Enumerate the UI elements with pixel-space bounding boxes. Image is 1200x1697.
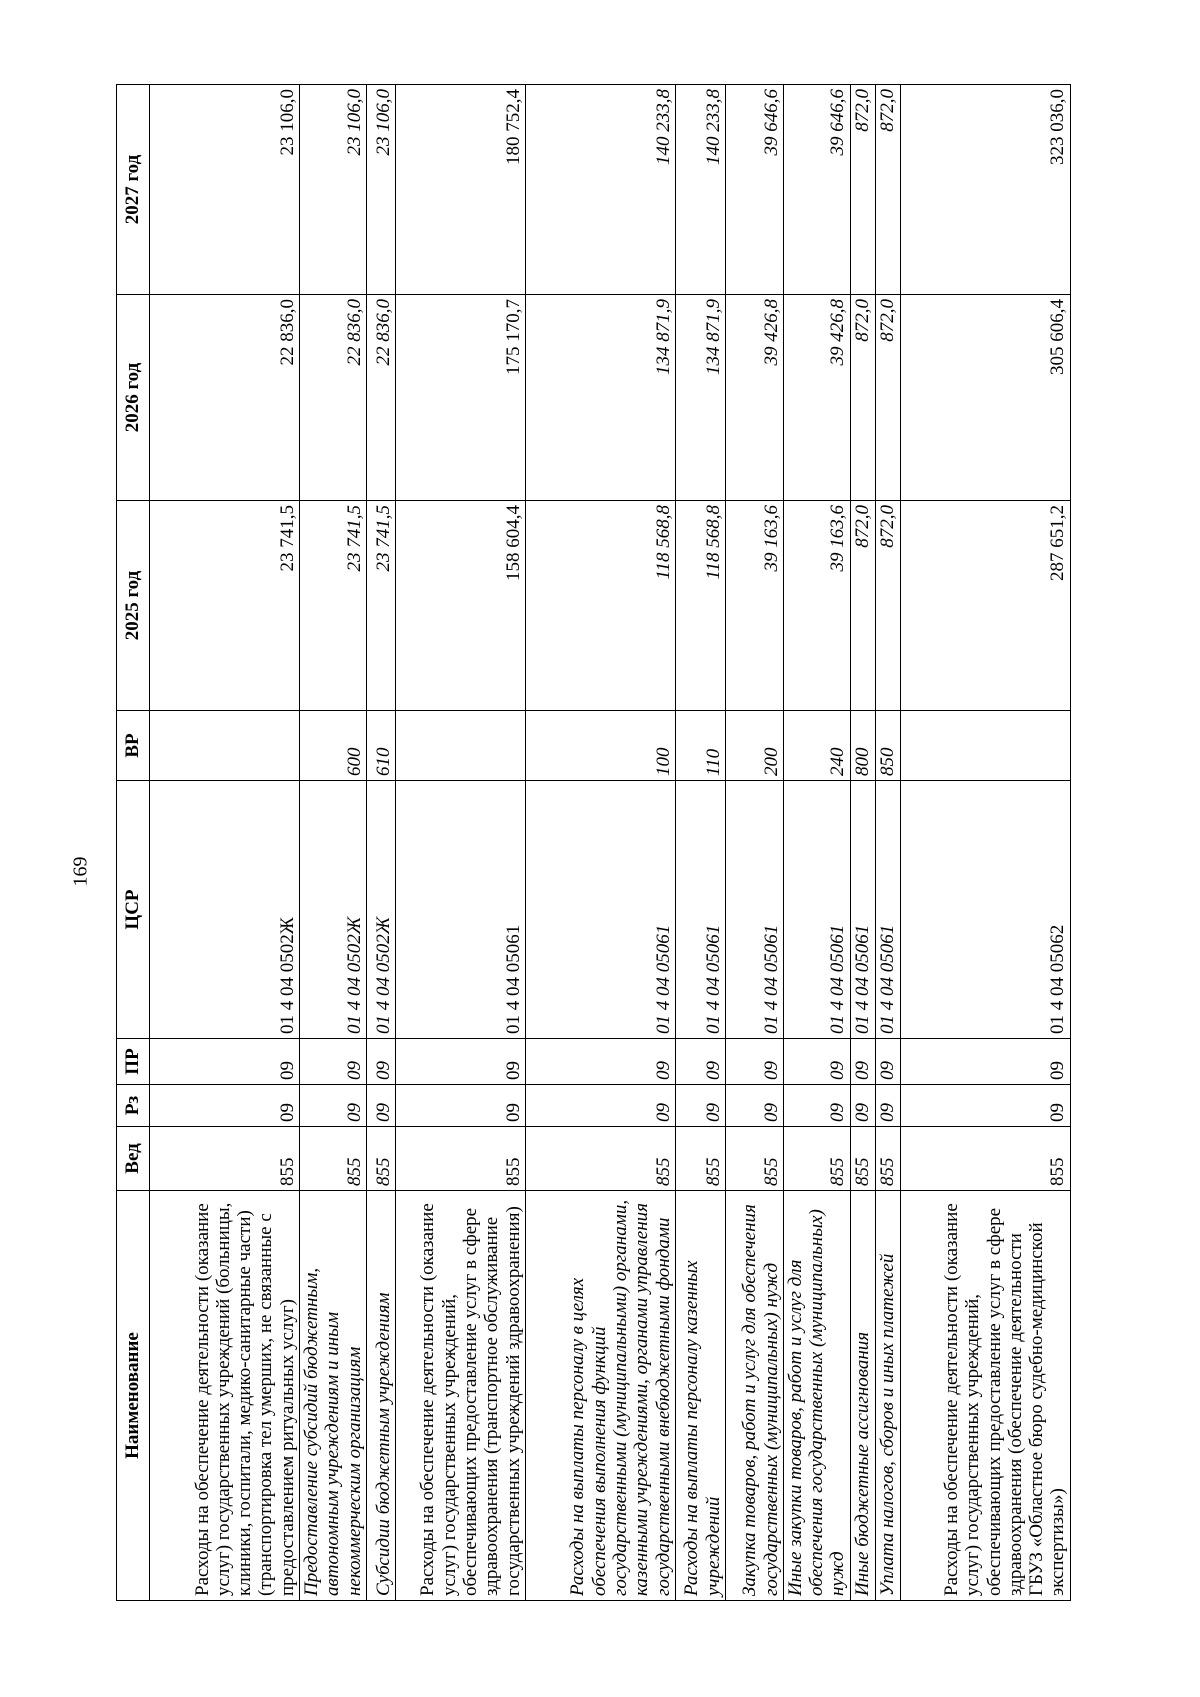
table-row: [850, 85, 875, 1601]
cell-vr: 850: [875, 711, 900, 781]
cell-2027: 140 233,8: [675, 85, 725, 295]
cell-ved: 855: [850, 1127, 875, 1191]
table-row: [900, 85, 1070, 1601]
cell-ved: 855: [900, 1127, 1070, 1191]
cell-pr: 09: [725, 1039, 783, 1085]
cell-rz: 09: [900, 1085, 1070, 1127]
cell-pr: 09: [850, 1039, 875, 1085]
cell-2026: 134 871,9: [675, 295, 725, 501]
header-rz: Рз: [117, 1085, 150, 1127]
cell-name: Иные бюджетные ассигнования: [850, 1191, 875, 1601]
table-row: [875, 85, 900, 1601]
cell-name: Расходы на выплаты персоналу казенных учреждений: [675, 1191, 725, 1601]
cell-ved: 855: [675, 1127, 725, 1191]
cell-vr: 100: [525, 711, 675, 781]
header-name: Наименование: [117, 1191, 150, 1601]
cell-csr: 01 4 04 05061: [783, 781, 850, 1039]
cell-ved: 855: [525, 1127, 675, 1191]
cell-vr: 110: [675, 711, 725, 781]
cell-2026: 134 871,9: [525, 295, 675, 501]
cell-csr: 01 4 04 0502Ж: [366, 781, 395, 1039]
cell-rz: 09: [300, 1085, 367, 1127]
cell-rz: 09: [395, 1085, 525, 1127]
cell-pr: 09: [675, 1039, 725, 1085]
cell-pr: 09: [783, 1039, 850, 1085]
cell-2026: 175 170,7: [395, 295, 525, 501]
cell-rz: 09: [850, 1085, 875, 1127]
cell-csr: 01 4 04 05061: [395, 781, 525, 1039]
page-number: 169: [69, 856, 92, 887]
cell-csr: 01 4 04 05061: [850, 781, 875, 1039]
cell-vr: 610: [366, 711, 395, 781]
cell-2025: 23 741,5: [150, 501, 300, 711]
header-csr: ЦСР: [117, 781, 150, 1039]
cell-csr: 01 4 04 0502Ж: [150, 781, 300, 1039]
cell-name: Расходы на выплаты персоналу в целях обеспечения выполнения функций государственными (муниципальными) органами, казенными учреждениями, органами управления государственными внебюджетными фондами: [525, 1191, 675, 1601]
cell-2027: 872,0: [850, 85, 875, 295]
cell-2027: 39 646,6: [783, 85, 850, 295]
cell-2025: 118 568,8: [525, 501, 675, 711]
cell-2026: 305 606,4: [900, 295, 1070, 501]
cell-vr: 240: [783, 711, 850, 781]
cell-ved: 855: [395, 1127, 525, 1191]
cell-2027: 140 233,8: [525, 85, 675, 295]
cell-rz: 09: [525, 1085, 675, 1127]
cell-csr: 01 4 04 05061: [725, 781, 783, 1039]
cell-vr: [900, 711, 1070, 781]
cell-2025: 872,0: [850, 501, 875, 711]
cell-pr: 09: [395, 1039, 525, 1085]
cell-vr: 200: [725, 711, 783, 781]
cell-ved: 855: [783, 1127, 850, 1191]
header-2027: 2027 год: [117, 85, 150, 295]
cell-2025: 872,0: [875, 501, 900, 711]
cell-pr: 09: [150, 1039, 300, 1085]
cell-2026: 22 836,0: [300, 295, 367, 501]
cell-pr: 09: [525, 1039, 675, 1085]
cell-name: Субсидии бюджетным учреждениям: [366, 1191, 395, 1601]
cell-2026: 872,0: [875, 295, 900, 501]
cell-2025: 23 741,5: [366, 501, 395, 711]
cell-2026: 39 426,8: [725, 295, 783, 501]
table-row: [300, 85, 367, 1601]
cell-2027: 323 036,0: [900, 85, 1070, 295]
table-row: [395, 85, 525, 1601]
cell-csr: 01 4 04 05061: [875, 781, 900, 1039]
cell-ved: 855: [366, 1127, 395, 1191]
cell-csr: 01 4 04 05061: [525, 781, 675, 1039]
cell-name: Закупка товаров, работ и услуг для обеспечения государственных (муниципальных) нужд: [725, 1191, 783, 1601]
cell-2027: 23 106,0: [150, 85, 300, 295]
cell-csr: 01 4 04 0502Ж: [300, 781, 367, 1039]
cell-name: Уплата налогов, сборов и иных платежей: [875, 1191, 900, 1601]
table-body: [150, 85, 1071, 1601]
cell-vr: 600: [300, 711, 367, 781]
cell-rz: 09: [366, 1085, 395, 1127]
cell-rz: 09: [725, 1085, 783, 1127]
cell-vr: 800: [850, 711, 875, 781]
cell-rz: 09: [783, 1085, 850, 1127]
cell-pr: 09: [900, 1039, 1070, 1085]
table-row: [783, 85, 850, 1601]
header-ved: Вед: [117, 1127, 150, 1191]
cell-2026: 872,0: [850, 295, 875, 501]
cell-2025: 158 604,4: [395, 501, 525, 711]
table-row: [366, 85, 395, 1601]
cell-2027: 180 752,4: [395, 85, 525, 295]
header-2025: 2025 год: [117, 501, 150, 711]
cell-2027: 39 646,6: [725, 85, 783, 295]
cell-ved: 855: [725, 1127, 783, 1191]
cell-name: Расходы на обеспечение деятельности (оказание услуг) государственных учреждений, обеспечивающих предоставление услуг в сфере здравоохранения (транспортное обслуживание государственных учреждений здравоохранения): [395, 1191, 525, 1601]
cell-name: Иные закупки товаров, работ и услуг для обеспечения государственных (муниципальных) нужд: [783, 1191, 850, 1601]
cell-csr: 01 4 04 05061: [675, 781, 725, 1039]
cell-2025: 39 163,6: [783, 501, 850, 711]
cell-2025: 39 163,6: [725, 501, 783, 711]
cell-2027: 23 106,0: [300, 85, 367, 295]
cell-name: Предоставление субсидий бюджетным, автономным учреждениям и иным некоммерческим организациям: [300, 1191, 367, 1601]
cell-2027: 23 106,0: [366, 85, 395, 295]
cell-2026: 22 836,0: [366, 295, 395, 501]
cell-pr: 09: [875, 1039, 900, 1085]
cell-2025: 118 568,8: [675, 501, 725, 711]
cell-ved: 855: [300, 1127, 367, 1191]
budget-table: [116, 84, 1071, 1601]
cell-rz: 09: [150, 1085, 300, 1127]
cell-2026: 22 836,0: [150, 295, 300, 501]
cell-ved: 855: [875, 1127, 900, 1191]
cell-rz: 09: [675, 1085, 725, 1127]
cell-2026: 39 426,8: [783, 295, 850, 501]
cell-vr: [150, 711, 300, 781]
cell-rz: 09: [875, 1085, 900, 1127]
table-row: [150, 85, 300, 1601]
cell-2025: 287 651,2: [900, 501, 1070, 711]
cell-vr: [395, 711, 525, 781]
header-pr: ПР: [117, 1039, 150, 1085]
cell-pr: 09: [300, 1039, 367, 1085]
table-row: [675, 85, 725, 1601]
cell-pr: 09: [366, 1039, 395, 1085]
cell-csr: 01 4 04 05062: [900, 781, 1070, 1039]
table-header-row: [117, 85, 150, 1601]
cell-ved: 855: [150, 1127, 300, 1191]
cell-2027: 872,0: [875, 85, 900, 295]
table-row: [725, 85, 783, 1601]
table-container: [116, 85, 1086, 1601]
cell-name: Расходы на обеспечение деятельности (оказание услуг) государственных учреждений, обеспечивающих предоставление услуг в сфере здравоохранения (обеспечение деятельности ГБУЗ «Областное бюро судебно-медицинской экспертизы»): [900, 1191, 1070, 1601]
cell-2025: 23 741,5: [300, 501, 367, 711]
cell-name: Расходы на обеспечение деятельности (оказание услуг) государственных учреждений (больницы, клиники, госпитали, медико-санитарные части) (транспортировка тел умерших, не связанные с предоставлением ритуальных услуг): [150, 1191, 300, 1601]
table-row: [525, 85, 675, 1601]
header-vr: ВР: [117, 711, 150, 781]
header-2026: 2026 год: [117, 295, 150, 501]
